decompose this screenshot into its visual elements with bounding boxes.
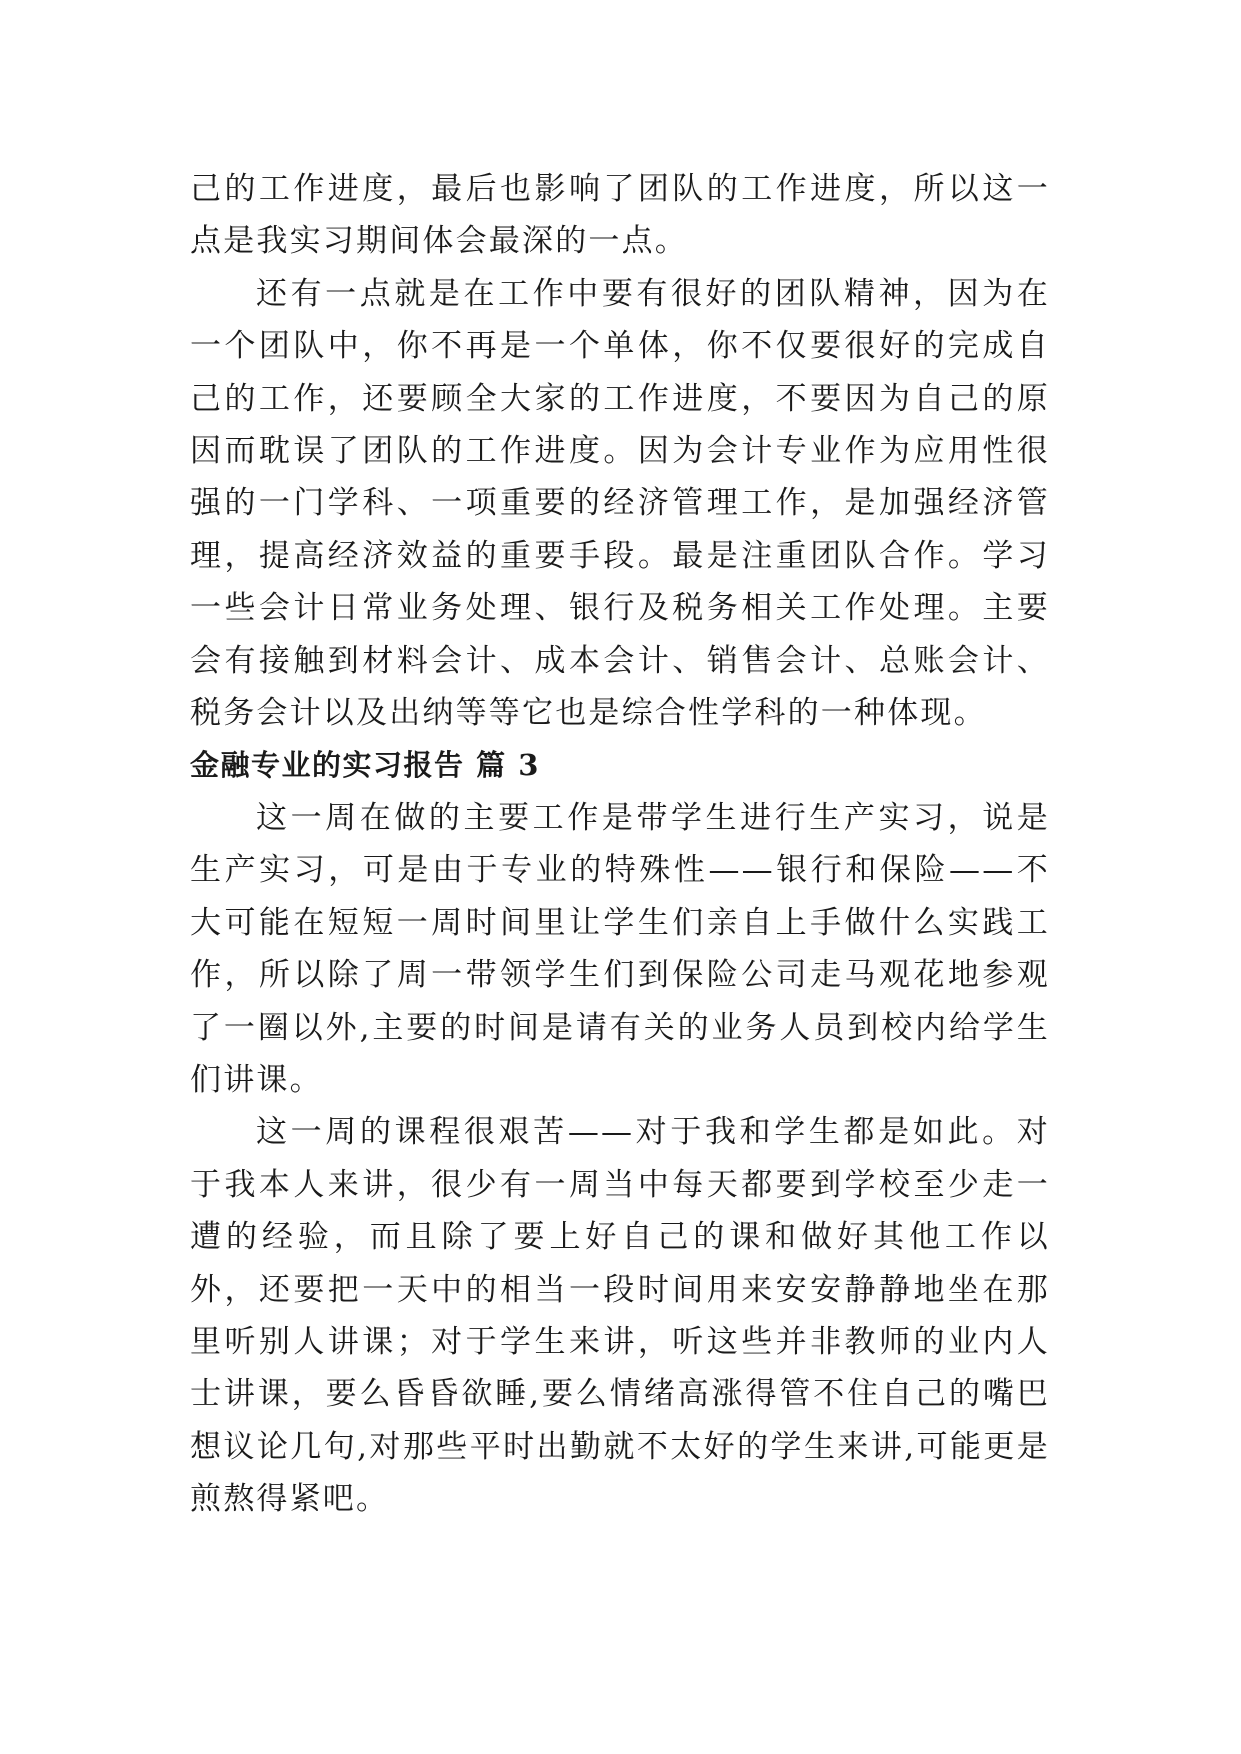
paragraph-production-internship: 这一周在做的主要工作是带学生进行生产实习，说是生产实习，可是由于专业的特殊性——银行和保险——不大可能在短短一周时间里让学生们亲自上手做什么实践工作，所以除了周一带领学生们到保险公司走马观花地参观了一圈以外,主要的时间是请有关的业务人员到校内给学生们讲课。 — [190, 799, 1050, 1098]
paragraph-continuation: 己的工作进度，最后也影响了团队的工作进度，所以这一点是我实习期间体会最深的一点。 — [190, 171, 1050, 260]
document-body — [190, 163, 1050, 1526]
paragraph-course-hardship: 这一周的课程很艰苦——对于我和学生都是如此。对于我本人来讲，很少有一周当中每天都要到学校至少走一遭的经验，而且除了要上好自己的课和做好其他工作以外，还要把一天中的相当一段时间用来安安静静地坐在那里听别人讲课；对于学生来讲，听这些并非教师的业内人士讲课，要么昏昏欲睡,要么情绪高涨得管不住自己的嘴巴想议论几句,对那些平时出勤就不太好的学生来讲,可能更是煎熬得紧吧。 — [190, 1114, 1050, 1518]
section-heading: 金融专业的实习报告 篇 3 — [190, 748, 540, 783]
paragraph-team-spirit: 还有一点就是在工作中要有很好的团队精神，因为在一个团队中，你不再是一个单体，你不仅要很好的完成自己的工作，还要顾全大家的工作进度，不要因为自己的原因而耽误了团队的工作进度。因为会计专业作为应用性很强的一门学科、一项重要的经济管理工作，是加强经济管理，提高经济效益的重要手段。最是注重团队合作。学习一些会计日常业务处理、银行及税务相关工作处理。主要会有接触到材料会计、成本会计、销售会计、总账会计、税务会计以及出纳等等它也是综合性学科的一种体现。 — [190, 275, 1050, 732]
